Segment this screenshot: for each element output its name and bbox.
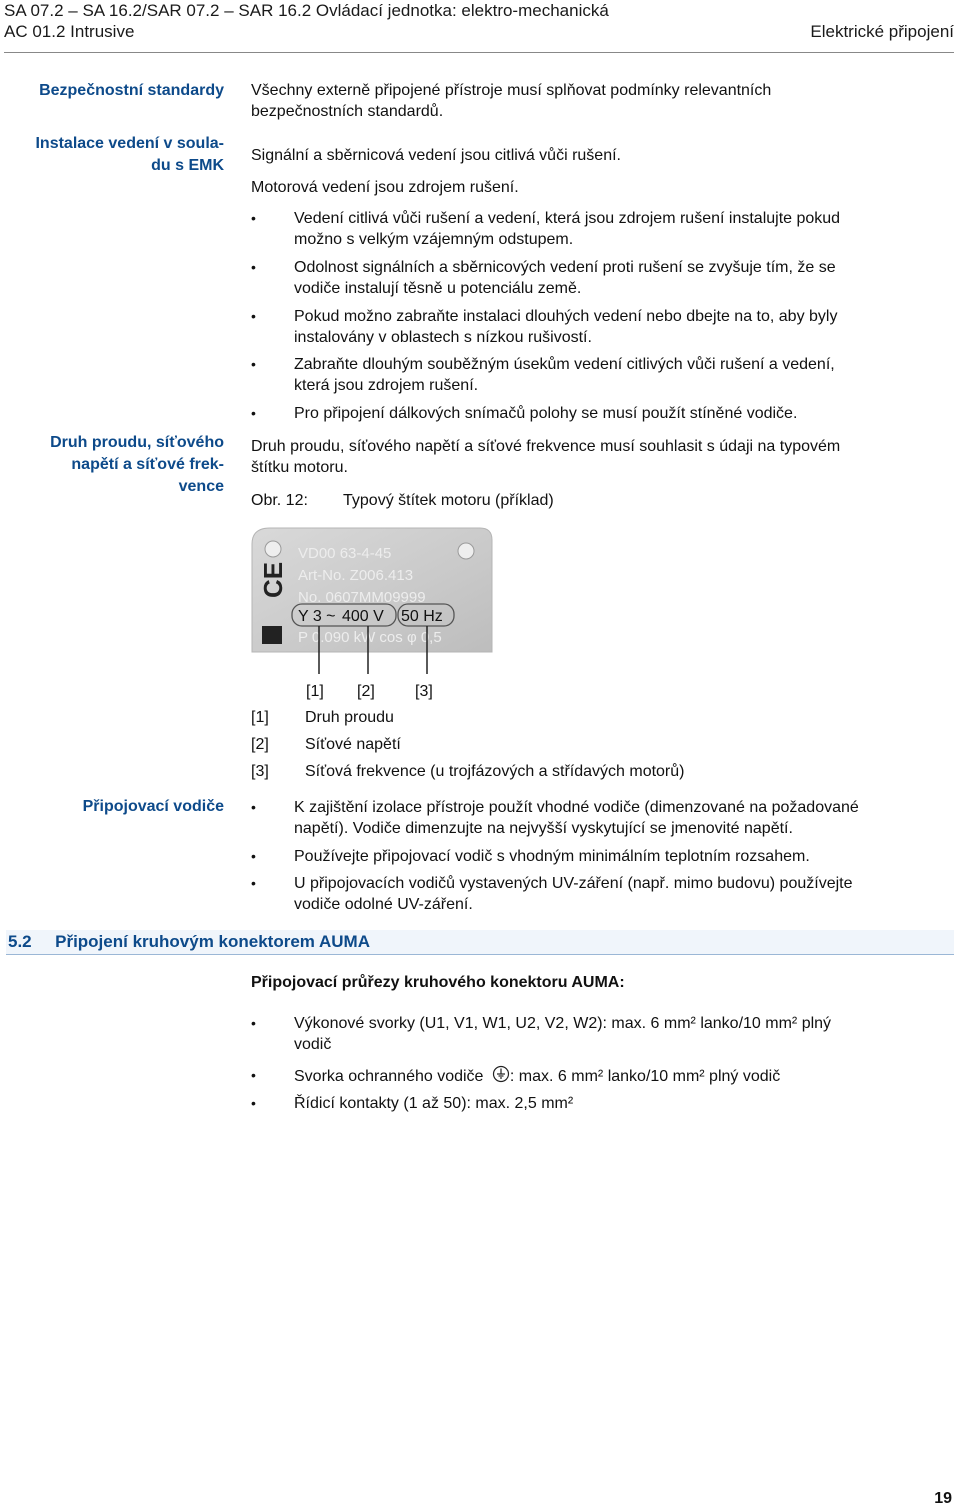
cables-bullet-3-line1: • U připojovacích vodičů vystavených UV-záření (např. mimo budovu) používejte (294, 875, 853, 892)
connector-bullet-2-value: : max. 6 mm² lanko/10 mm² plný vodič (509, 1068, 781, 1085)
emc-bullet-3-line1: • Pokud možno zabraňte instalaci dlouhých vedení nebo dbejte na to, aby byly (294, 308, 838, 325)
sidebar-heading-emc-line1: Instalace vedení v soula- (35, 135, 224, 152)
plate-row-serial: No. 0607MM09999 (298, 589, 426, 606)
power-paragraph (251, 436, 956, 478)
section-title: Připojení kruhovým konektorem AUMA (55, 932, 370, 951)
plate-row-type: VD00 63-4-45 (298, 545, 392, 562)
connector-bullet-3: • Řídicí kontakty (1 až 50): max. 2,5 mm² (294, 1095, 574, 1112)
legend-text: Síťová frekvence (u trojfázových a střídavých motorů) (305, 763, 685, 780)
sidebar-heading-power-line2: napětí a síťové frek- (71, 456, 224, 473)
page-number: 19 (934, 1490, 952, 1505)
connector-bullet (251, 1013, 956, 1055)
emc-paragraph-2: Motorová vedení jsou zdrojem rušení. (251, 179, 519, 196)
motor-nameplate-figure (248, 522, 498, 702)
cables-bullet-1-line1: • K zajištění izolace přístroje použít vhodné vodiče (dimenzované na požadované (294, 799, 859, 816)
plate-voltage: 400 V (342, 608, 384, 625)
connector-heading: Připojovací průřezy kruhového konektoru AUMA: (251, 974, 625, 991)
ce-mark: CE (258, 561, 288, 598)
plate-frequency: 50 Hz (401, 608, 443, 625)
header-divider (4, 52, 954, 53)
sidebar-heading-emc-line2: du s EMK (151, 157, 224, 174)
legend-key: [1] (251, 709, 269, 726)
connector-bullet-2-text: Svorka ochranného vodiče (294, 1068, 484, 1085)
header-chapter-title: Elektrické připojení (810, 22, 954, 41)
plate-row-article: Art-No. Z006.413 (298, 567, 414, 584)
plate-current-type: Y 3 ~ (298, 608, 336, 625)
emc-bullet (251, 257, 956, 299)
callout-label-2: [2] (357, 683, 375, 700)
section-number: 5.2 (8, 932, 32, 951)
emc-bullet-1-line2: možno s velkým vzájemným odstupem. (294, 231, 574, 248)
cables-bullet (251, 873, 956, 915)
protective-earth-icon (492, 1065, 510, 1083)
figure-caption: Typový štítek motoru (příklad) (343, 492, 554, 509)
emc-bullet-1-line1: • Vedení citlivá vůči rušení a vedení, která jsou zdrojem rušení instalujte pokud (294, 210, 841, 227)
connector-bullet-1-line1: • Výkonové svorky (U1, V1, W1, U2, V2, W2): max. 6 mm² lanko/10 mm² plný (294, 1015, 832, 1032)
emc-bullet (251, 208, 956, 250)
emc-bullet (251, 306, 956, 348)
legend-text: Druh proudu (305, 709, 394, 726)
sidebar-heading-safety: Bezpečnostní standardy (39, 82, 224, 99)
safety-paragraph (251, 80, 956, 122)
header-document-title: SA 07.2 – SA 16.2/SAR 07.2 – SAR 16.2 Ovládací jednotka: elektro-mechanická (4, 1, 609, 20)
figure-label: Obr. 12: (251, 492, 308, 509)
power-line2: štítku motoru. (251, 459, 348, 476)
cables-bullet-2: • Používejte připojovací vodič s vhodným minimálním teplotním rozsahem. (294, 848, 810, 865)
cables-bullet-1-line2: napětí). Vodiče dimenzujte na nejvyšší vyskytující se jmenovité napětí. (294, 820, 793, 837)
emc-paragraph-1: Signální a sběrnicová vedení jsou citlivá vůči rušení. (251, 147, 621, 164)
emc-bullet-5-line1: • Pro připojení dálkových snímačů polohy se musí použít stíněné vodiče. (294, 405, 798, 422)
sidebar-heading-cables: Připojovací vodiče (82, 798, 224, 815)
safety-line1: Všechny externě připojené přístroje musí splňovat podmínky relevantních (251, 82, 772, 99)
sidebar-heading-power-line1: Druh proudu, síťového (50, 434, 224, 451)
legend-text: Síťové napětí (305, 736, 401, 753)
connector-bullet-1-line2: vodič (294, 1036, 332, 1053)
sidebar-heading-power (0, 432, 224, 498)
emc-bullet-4-line2: která jsou zdrojem rušení. (294, 377, 479, 394)
sidebar-heading-emc (0, 133, 224, 177)
connector-bullet (251, 1093, 956, 1114)
nameplate-rivet-right (458, 543, 474, 559)
emc-bullet (251, 403, 956, 424)
cables-bullet (251, 846, 956, 867)
emc-bullet (251, 354, 956, 396)
emc-bullet-2-line2: vodiče instalují těsně u potenciálu země. (294, 280, 582, 297)
cables-bullet-3-line2: vodiče odolné UV-záření. (294, 896, 473, 913)
emc-bullet-4-line1: • Zabraňte dlouhým souběžným úsekům vedení citlivých vůči rušení a vedení, (294, 356, 835, 373)
emc-bullet-2-line1: • Odolnost signálních a sběrnicových vedení proti rušení se zvyšuje tím, že se (294, 259, 836, 276)
legend-key: [3] (251, 763, 269, 780)
callout-label-1: [1] (306, 683, 324, 700)
cables-bullet (251, 797, 956, 839)
emc-bullet-3-line2: instalovány v oblastech s nízkou rušivostí. (294, 329, 592, 346)
connector-bullet (251, 1065, 956, 1087)
safety-line2: bezpečnostních standardů. (251, 103, 444, 120)
plate-row-power: P 0.090 kW cos φ 0,5 (298, 629, 442, 646)
legend-key: [2] (251, 736, 269, 753)
power-line1: Druh proudu, síťového napětí a síťové frekvence musí souhlasit s údaji na typovém (251, 438, 841, 455)
section-heading (6, 930, 954, 955)
auma-logo-mark (262, 626, 282, 644)
header-document-subtitle: AC 01.2 Intrusive (4, 22, 135, 41)
sidebar-heading-power-line3: vence (178, 478, 224, 495)
nameplate-rivet-left (265, 541, 281, 557)
callout-label-3: [3] (415, 683, 433, 700)
